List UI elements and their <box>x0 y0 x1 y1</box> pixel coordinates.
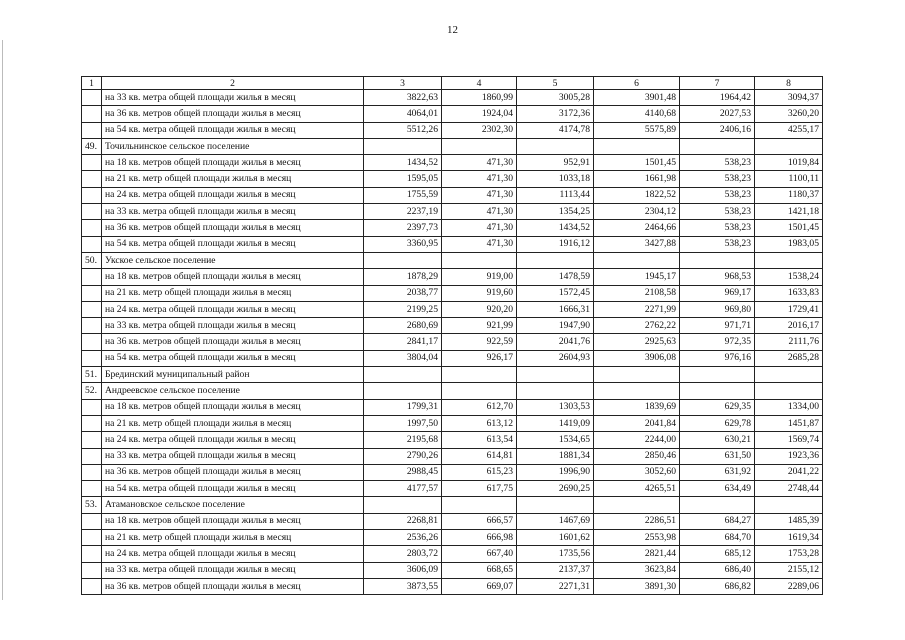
value-cell: 2286,51 <box>594 513 680 529</box>
value-cell: 684,27 <box>680 513 755 529</box>
value-cell: 3822,63 <box>364 90 442 106</box>
value-cell: 2244,00 <box>594 432 680 448</box>
value-cell: 1666,31 <box>517 301 594 317</box>
value-cell: 3052,60 <box>594 464 680 480</box>
value-cell: 667,40 <box>442 546 517 562</box>
header-cell: 4 <box>442 77 517 90</box>
empty-number-cell <box>82 578 102 594</box>
empty-number-cell <box>82 448 102 464</box>
table-row <box>82 269 823 285</box>
table-row <box>82 432 823 448</box>
value-cell: 2841,17 <box>364 334 442 350</box>
value-cell: 2041,76 <box>517 334 594 350</box>
row-label: на 24 кв. метра общей площади жилья в месяц <box>102 432 364 448</box>
value-cell: 1633,83 <box>755 285 823 301</box>
value-cell: 2199,25 <box>364 301 442 317</box>
header-cell: 2 <box>102 77 364 90</box>
value-cell: 612,70 <box>442 399 517 415</box>
table-row <box>82 530 823 546</box>
header-cell: 3 <box>364 77 442 90</box>
empty-number-cell <box>82 90 102 106</box>
empty-cell <box>442 497 517 513</box>
section-title: Андреевское сельское поселение <box>102 383 364 399</box>
value-cell: 2237,19 <box>364 204 442 220</box>
value-cell: 1569,74 <box>755 432 823 448</box>
empty-cell <box>364 252 442 268</box>
value-cell: 4140,68 <box>594 106 680 122</box>
row-label: на 33 кв. метра общей площади жилья в месяц <box>102 448 364 464</box>
empty-cell <box>755 383 823 399</box>
empty-number-cell <box>82 318 102 334</box>
table-row <box>82 513 823 529</box>
value-cell: 2397,73 <box>364 220 442 236</box>
value-cell: 2038,77 <box>364 285 442 301</box>
table-row <box>82 318 823 334</box>
empty-number-cell <box>82 334 102 350</box>
section-number: 50. <box>82 252 102 268</box>
empty-cell <box>755 138 823 154</box>
value-cell: 919,60 <box>442 285 517 301</box>
empty-cell <box>594 138 680 154</box>
value-cell: 5512,26 <box>364 122 442 138</box>
value-cell: 1839,69 <box>594 399 680 415</box>
value-cell: 669,07 <box>442 578 517 594</box>
value-cell: 613,54 <box>442 432 517 448</box>
value-cell: 2988,45 <box>364 464 442 480</box>
value-cell: 1100,11 <box>755 171 823 187</box>
empty-cell <box>755 367 823 383</box>
empty-number-cell <box>82 106 102 122</box>
table-body <box>82 77 823 595</box>
value-cell: 1572,45 <box>517 285 594 301</box>
value-cell: 1478,59 <box>517 269 594 285</box>
empty-number-cell <box>82 415 102 431</box>
row-label: на 24 кв. метра общей площади жилья в месяц <box>102 301 364 317</box>
value-cell: 926,17 <box>442 350 517 366</box>
value-cell: 2685,28 <box>755 350 823 366</box>
value-cell: 1924,04 <box>442 106 517 122</box>
value-cell: 1755,59 <box>364 187 442 203</box>
empty-number-cell <box>82 350 102 366</box>
value-cell: 1923,36 <box>755 448 823 464</box>
empty-cell <box>442 367 517 383</box>
value-cell: 1113,44 <box>517 187 594 203</box>
section-number: 51. <box>82 367 102 383</box>
value-cell: 3891,30 <box>594 578 680 594</box>
value-cell: 919,00 <box>442 269 517 285</box>
empty-number-cell <box>82 220 102 236</box>
empty-cell <box>680 367 755 383</box>
value-cell: 2464,66 <box>594 220 680 236</box>
section-title: Укское сельское поселение <box>102 252 364 268</box>
value-cell: 1735,56 <box>517 546 594 562</box>
table-row <box>82 562 823 578</box>
value-cell: 2304,12 <box>594 204 680 220</box>
value-cell: 4064,01 <box>364 106 442 122</box>
empty-number-cell <box>82 432 102 448</box>
row-label: на 36 кв. метров общей площади жилья в месяц <box>102 220 364 236</box>
empty-cell <box>364 497 442 513</box>
row-label: на 21 кв. метр общей площади жилья в месяц <box>102 415 364 431</box>
value-cell: 1619,34 <box>755 530 823 546</box>
empty-cell <box>517 497 594 513</box>
table-row <box>82 285 823 301</box>
header-cell: 5 <box>517 77 594 90</box>
value-cell: 538,23 <box>680 187 755 203</box>
value-cell: 2271,99 <box>594 301 680 317</box>
value-cell: 971,71 <box>680 318 755 334</box>
value-cell: 538,23 <box>680 204 755 220</box>
value-cell: 686,40 <box>680 562 755 578</box>
value-cell: 538,23 <box>680 220 755 236</box>
value-cell: 1180,37 <box>755 187 823 203</box>
value-cell: 920,20 <box>442 301 517 317</box>
empty-cell <box>755 497 823 513</box>
table-row <box>82 399 823 415</box>
value-cell: 2302,30 <box>442 122 517 138</box>
table-row <box>82 448 823 464</box>
empty-cell <box>680 252 755 268</box>
value-cell: 629,78 <box>680 415 755 431</box>
header-cell: 8 <box>755 77 823 90</box>
empty-number-cell <box>82 301 102 317</box>
empty-number-cell <box>82 399 102 415</box>
value-cell: 1534,65 <box>517 432 594 448</box>
empty-number-cell <box>82 481 102 497</box>
value-cell: 2748,44 <box>755 481 823 497</box>
empty-cell <box>594 383 680 399</box>
value-cell: 668,65 <box>442 562 517 578</box>
value-cell: 2553,98 <box>594 530 680 546</box>
table-row <box>82 350 823 366</box>
empty-cell <box>364 138 442 154</box>
empty-cell <box>364 383 442 399</box>
table-row <box>82 204 823 220</box>
value-cell: 617,75 <box>442 481 517 497</box>
value-cell: 3005,28 <box>517 90 594 106</box>
scan-edge-line <box>2 40 3 600</box>
value-cell: 4177,57 <box>364 481 442 497</box>
section-row <box>82 252 823 268</box>
value-cell: 1303,53 <box>517 399 594 415</box>
value-cell: 4265,51 <box>594 481 680 497</box>
value-cell: 976,16 <box>680 350 755 366</box>
header-cell: 1 <box>82 77 102 90</box>
row-label: на 21 кв. метр общей площади жилья в месяц <box>102 285 364 301</box>
empty-number-cell <box>82 155 102 171</box>
row-label: на 33 кв. метра общей площади жилья в месяц <box>102 204 364 220</box>
value-cell: 2271,31 <box>517 578 594 594</box>
value-cell: 4255,17 <box>755 122 823 138</box>
value-cell: 614,81 <box>442 448 517 464</box>
value-cell: 471,30 <box>442 187 517 203</box>
value-cell: 3804,04 <box>364 350 442 366</box>
empty-number-cell <box>82 562 102 578</box>
value-cell: 969,80 <box>680 301 755 317</box>
empty-cell <box>442 252 517 268</box>
value-cell: 1964,42 <box>680 90 755 106</box>
value-cell: 538,23 <box>680 171 755 187</box>
table-row <box>82 546 823 562</box>
value-cell: 471,30 <box>442 204 517 220</box>
value-cell: 952,91 <box>517 155 594 171</box>
empty-number-cell <box>82 530 102 546</box>
value-cell: 2289,06 <box>755 578 823 594</box>
value-cell: 2803,72 <box>364 546 442 562</box>
value-cell: 1881,34 <box>517 448 594 464</box>
value-cell: 2762,22 <box>594 318 680 334</box>
value-cell: 1661,98 <box>594 171 680 187</box>
value-cell: 2041,84 <box>594 415 680 431</box>
table-row <box>82 578 823 594</box>
empty-cell <box>517 138 594 154</box>
empty-number-cell <box>82 236 102 252</box>
value-cell: 471,30 <box>442 220 517 236</box>
empty-cell <box>680 497 755 513</box>
value-cell: 969,17 <box>680 285 755 301</box>
section-row <box>82 497 823 513</box>
value-cell: 471,30 <box>442 171 517 187</box>
value-cell: 1019,84 <box>755 155 823 171</box>
header-cell: 7 <box>680 77 755 90</box>
row-label: на 33 кв. метра общей площади жилья в месяц <box>102 90 364 106</box>
section-row <box>82 138 823 154</box>
empty-cell <box>594 367 680 383</box>
empty-number-cell <box>82 204 102 220</box>
value-cell: 631,50 <box>680 448 755 464</box>
empty-number-cell <box>82 269 102 285</box>
row-label: на 33 кв. метра общей площади жилья в месяц <box>102 562 364 578</box>
value-cell: 1996,90 <box>517 464 594 480</box>
row-label: на 18 кв. метров общей площади жилья в месяц <box>102 269 364 285</box>
value-cell: 666,57 <box>442 513 517 529</box>
value-cell: 3901,48 <box>594 90 680 106</box>
value-cell: 2536,26 <box>364 530 442 546</box>
table-row <box>82 187 823 203</box>
value-cell: 538,23 <box>680 155 755 171</box>
value-cell: 538,23 <box>680 236 755 252</box>
value-cell: 2016,17 <box>755 318 823 334</box>
empty-cell <box>517 252 594 268</box>
value-cell: 1334,00 <box>755 399 823 415</box>
row-label: на 33 кв. метра общей площади жилья в месяц <box>102 318 364 334</box>
value-cell: 684,70 <box>680 530 755 546</box>
table-row <box>82 301 823 317</box>
value-cell: 1354,25 <box>517 204 594 220</box>
value-cell: 1997,50 <box>364 415 442 431</box>
value-cell: 685,12 <box>680 546 755 562</box>
empty-cell <box>517 383 594 399</box>
section-title: Точильнинское сельское поселение <box>102 138 364 154</box>
value-cell: 2137,37 <box>517 562 594 578</box>
empty-number-cell <box>82 285 102 301</box>
empty-number-cell <box>82 464 102 480</box>
value-cell: 1916,12 <box>517 236 594 252</box>
value-cell: 1860,99 <box>442 90 517 106</box>
value-cell: 3906,08 <box>594 350 680 366</box>
value-cell: 2111,76 <box>755 334 823 350</box>
value-cell: 3360,95 <box>364 236 442 252</box>
empty-cell <box>594 252 680 268</box>
row-label: на 18 кв. метров общей площади жилья в месяц <box>102 513 364 529</box>
value-cell: 629,35 <box>680 399 755 415</box>
value-cell: 1983,05 <box>755 236 823 252</box>
value-cell: 3172,36 <box>517 106 594 122</box>
table-row <box>82 334 823 350</box>
value-cell: 1434,52 <box>364 155 442 171</box>
table-row <box>82 220 823 236</box>
table-row <box>82 464 823 480</box>
row-label: на 18 кв. метров общей площади жилья в месяц <box>102 155 364 171</box>
table-row <box>82 90 823 106</box>
header-cell: 6 <box>594 77 680 90</box>
section-row <box>82 367 823 383</box>
row-label: на 36 кв. метров общей площади жилья в месяц <box>102 578 364 594</box>
value-cell: 4174,78 <box>517 122 594 138</box>
value-cell: 2027,53 <box>680 106 755 122</box>
value-cell: 1033,18 <box>517 171 594 187</box>
row-label: на 24 кв. метра общей площади жилья в месяц <box>102 546 364 562</box>
row-label: на 54 кв. метра общей площади жилья в месяц <box>102 350 364 366</box>
empty-cell <box>517 367 594 383</box>
value-cell: 2680,69 <box>364 318 442 334</box>
table-header-row <box>82 77 823 90</box>
row-label: на 36 кв. метров общей площади жилья в месяц <box>102 106 364 122</box>
row-label: на 54 кв. метра общей площади жилья в месяц <box>102 236 364 252</box>
value-cell: 471,30 <box>442 236 517 252</box>
value-cell: 1947,90 <box>517 318 594 334</box>
empty-number-cell <box>82 122 102 138</box>
value-cell: 615,23 <box>442 464 517 480</box>
value-cell: 1467,69 <box>517 513 594 529</box>
value-cell: 634,49 <box>680 481 755 497</box>
value-cell: 2195,68 <box>364 432 442 448</box>
row-label: на 36 кв. метров общей площади жилья в месяц <box>102 334 364 350</box>
section-number: 49. <box>82 138 102 154</box>
empty-number-cell <box>82 546 102 562</box>
row-label: на 21 кв. метр общей площади жилья в месяц <box>102 171 364 187</box>
value-cell: 3623,84 <box>594 562 680 578</box>
value-cell: 2108,58 <box>594 285 680 301</box>
value-cell: 972,35 <box>680 334 755 350</box>
value-cell: 1501,45 <box>594 155 680 171</box>
value-cell: 1538,24 <box>755 269 823 285</box>
value-cell: 1799,31 <box>364 399 442 415</box>
section-number: 53. <box>82 497 102 513</box>
row-label: на 54 кв. метра общей площади жилья в месяц <box>102 481 364 497</box>
table-row <box>82 171 823 187</box>
value-cell: 1421,18 <box>755 204 823 220</box>
row-label: на 36 кв. метров общей площади жилья в месяц <box>102 464 364 480</box>
value-cell: 1485,39 <box>755 513 823 529</box>
empty-cell <box>680 383 755 399</box>
empty-number-cell <box>82 171 102 187</box>
value-cell: 3094,37 <box>755 90 823 106</box>
page-number: 12 <box>447 24 458 36</box>
value-cell: 968,53 <box>680 269 755 285</box>
value-cell: 2406,16 <box>680 122 755 138</box>
empty-number-cell <box>82 513 102 529</box>
section-title: Брединский муниципальный район <box>102 367 364 383</box>
value-cell: 2268,81 <box>364 513 442 529</box>
value-cell: 922,59 <box>442 334 517 350</box>
row-label: на 24 кв. метра общей площади жилья в месяц <box>102 187 364 203</box>
value-cell: 2690,25 <box>517 481 594 497</box>
value-cell: 2155,12 <box>755 562 823 578</box>
table-row <box>82 155 823 171</box>
value-cell: 3260,20 <box>755 106 823 122</box>
value-cell: 613,12 <box>442 415 517 431</box>
row-label: на 18 кв. метров общей площади жилья в месяц <box>102 399 364 415</box>
value-cell: 2821,44 <box>594 546 680 562</box>
row-label: на 21 кв. метр общей площади жилья в месяц <box>102 530 364 546</box>
table-row <box>82 481 823 497</box>
value-cell: 1501,45 <box>755 220 823 236</box>
value-cell: 1419,09 <box>517 415 594 431</box>
value-cell: 631,92 <box>680 464 755 480</box>
value-cell: 2041,22 <box>755 464 823 480</box>
value-cell: 1822,52 <box>594 187 680 203</box>
value-cell: 1595,05 <box>364 171 442 187</box>
value-cell: 1878,29 <box>364 269 442 285</box>
value-cell: 2604,93 <box>517 350 594 366</box>
section-number: 52. <box>82 383 102 399</box>
value-cell: 3606,09 <box>364 562 442 578</box>
empty-cell <box>594 497 680 513</box>
value-cell: 471,30 <box>442 155 517 171</box>
empty-cell <box>442 138 517 154</box>
tariff-table <box>81 76 823 595</box>
empty-cell <box>755 252 823 268</box>
table-row <box>82 122 823 138</box>
value-cell: 3427,88 <box>594 236 680 252</box>
empty-cell <box>680 138 755 154</box>
value-cell: 2850,46 <box>594 448 680 464</box>
value-cell: 666,98 <box>442 530 517 546</box>
row-label: на 54 кв. метра общей площади жилья в месяц <box>102 122 364 138</box>
value-cell: 3873,55 <box>364 578 442 594</box>
value-cell: 1945,17 <box>594 269 680 285</box>
value-cell: 2925,63 <box>594 334 680 350</box>
value-cell: 2790,26 <box>364 448 442 464</box>
value-cell: 1451,87 <box>755 415 823 431</box>
table-row <box>82 236 823 252</box>
value-cell: 5575,89 <box>594 122 680 138</box>
empty-number-cell <box>82 187 102 203</box>
section-title: Атамановское сельское поселение <box>102 497 364 513</box>
value-cell: 1434,52 <box>517 220 594 236</box>
value-cell: 686,82 <box>680 578 755 594</box>
value-cell: 1601,62 <box>517 530 594 546</box>
value-cell: 921,99 <box>442 318 517 334</box>
table-row <box>82 415 823 431</box>
value-cell: 1753,28 <box>755 546 823 562</box>
section-row <box>82 383 823 399</box>
empty-cell <box>364 367 442 383</box>
table-row <box>82 106 823 122</box>
empty-cell <box>442 383 517 399</box>
value-cell: 630,21 <box>680 432 755 448</box>
value-cell: 1729,41 <box>755 301 823 317</box>
